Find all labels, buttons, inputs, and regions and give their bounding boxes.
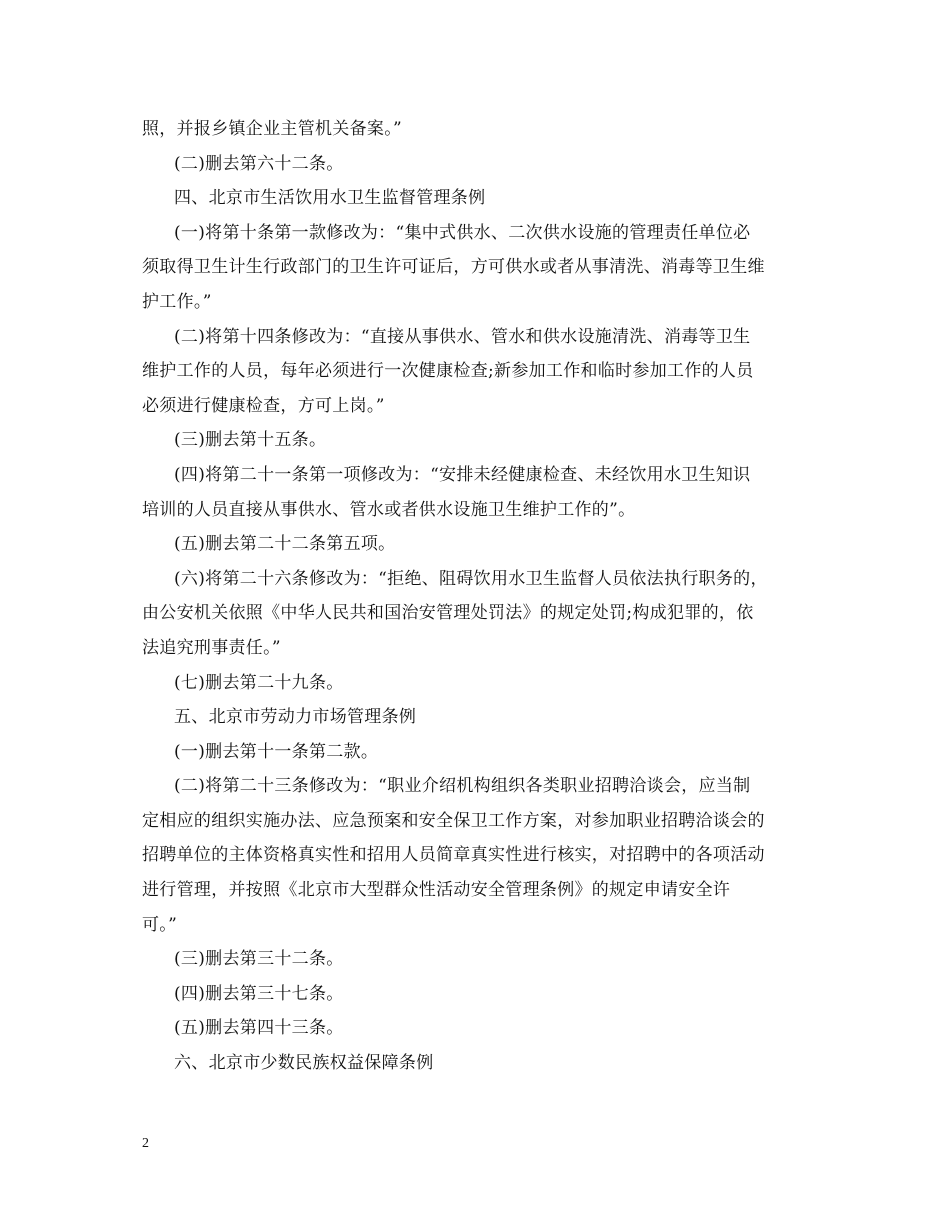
text-line: 可。” xyxy=(142,914,178,935)
text-line: 必须进行健康检查，方可上岗。” xyxy=(142,395,385,416)
text-line: (七)删去第二十九条。 xyxy=(174,672,344,693)
text-line: (六)将第二十六条修改为：“拒绝、阻碍饮用水卫生监督人员依法执行职务的， xyxy=(174,568,768,589)
text-line: 维护工作的人员，每年必须进行一次健康检查;新参加工作和临时参加工作的人员 xyxy=(142,361,754,382)
text-line: 法追究刑事责任。” xyxy=(142,637,281,658)
text-line: 进行管理，并按照《北京市大型群众性活动安全管理条例》的规定申请安全许 xyxy=(142,880,731,901)
text-line: (三)删去第十五条。 xyxy=(174,430,327,451)
text-line: (一)删去第十一条第二款。 xyxy=(174,741,379,762)
text-line: (二)删去第六十二条。 xyxy=(174,153,344,174)
text-line: 招聘单位的主体资格真实性和招用人员简章真实性进行核实，对招聘中的各项活动 xyxy=(142,845,765,866)
text-line: (四)删去第三十七条。 xyxy=(174,983,344,1004)
document-body xyxy=(142,112,812,1081)
text-line: 定相应的组织实施办法、应急预案和安全保卫工作方案，对参加职业招聘洽谈会的 xyxy=(142,810,765,831)
text-line: 五、北京市劳动力市场管理条例 xyxy=(174,707,417,728)
text-line: (三)删去第三十二条。 xyxy=(174,949,344,970)
text-line: (五)删去第二十二条第五项。 xyxy=(174,534,396,555)
text-line: 照，并报乡镇企业主管机关备案。” xyxy=(142,119,402,139)
text-line: 须取得卫生计生行政部门的卫生许可证后，方可供水或者从事清洗、消毒等卫生维 xyxy=(142,257,765,278)
text-line: 培训的人员直接从事供水、管水或者供水设施卫生维护工作的”。 xyxy=(142,499,636,520)
text-line: 护工作。” xyxy=(142,291,212,312)
text-line: (五)删去第四十三条。 xyxy=(174,1018,344,1039)
text-line: 由公安机关依照《中华人民共和国治安管理处罚法》的规定处罚;构成犯罪的，依 xyxy=(142,603,754,624)
text-line: (二)将第二十三条修改为：“职业介绍机构组织各类职业招聘洽谈会，应当制 xyxy=(174,776,751,797)
text-line: (二)将第十四条修改为：“直接从事供水、管水和供水设施清洗、消毒等卫生 xyxy=(174,326,751,347)
text-line: (一)将第十条第一款修改为：“集中式供水、二次供水设施的管理责任单位必 xyxy=(174,222,751,243)
text-line: 六、北京市少数民族权益保障条例 xyxy=(174,1053,434,1074)
text-line: (四)将第二十一条第一项修改为：“安排未经健康检查、未经饮用水卫生知识 xyxy=(174,464,751,485)
page-number: 2 xyxy=(142,1136,149,1151)
text-line: 四、北京市生活饮用水卫生监督管理条例 xyxy=(174,188,486,209)
